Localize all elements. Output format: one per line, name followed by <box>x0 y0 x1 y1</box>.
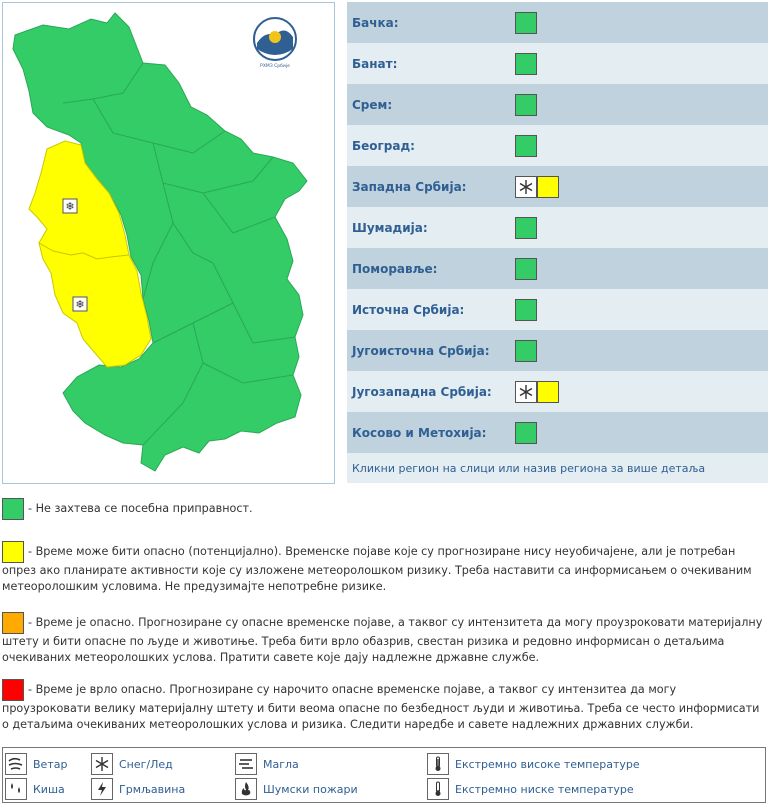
region-label[interactable]: Шумадија: <box>352 220 428 235</box>
icon-legend-low-temp <box>427 778 634 800</box>
logo-caption: РХМЗ Србије <box>260 64 290 69</box>
legend-red-square <box>2 679 24 701</box>
region-row-banat[interactable] <box>347 43 768 84</box>
map-snowflake-icon-west <box>63 199 77 213</box>
fire-label: Шумски пожари <box>263 782 358 796</box>
region-label[interactable]: Поморавље: <box>352 261 438 276</box>
snowflake-icon <box>515 176 537 198</box>
legend-orange-square <box>2 612 24 634</box>
fog-label: Магла <box>263 757 299 771</box>
icon-legend <box>2 747 766 803</box>
region-row-jugoistocna-srbija[interactable] <box>347 330 768 371</box>
thermometer-high-icon <box>427 753 449 775</box>
legend-orange <box>2 612 764 665</box>
status-square-green <box>515 422 537 444</box>
region-label[interactable]: Срем: <box>352 97 393 112</box>
region-label[interactable]: Источна Србија: <box>352 302 465 317</box>
status-square-green <box>515 299 537 321</box>
legend-green <box>2 498 764 520</box>
status-square-green <box>515 340 537 362</box>
region-label[interactable]: Бачка: <box>352 15 399 30</box>
legend-yellow-text: - Време може бити опасно (потенцијално). Временске појаве које су прогнозиране нису неуобичајене, али је потребан опрез ако планирате активности које су изложене метеоролошком ризику. Треба наставити са информисањем о очекиваним метеоролошким условима. Не предузимајте непотребне ризике. <box>2 545 752 593</box>
region-label[interactable]: Косово и Метохија: <box>352 425 487 440</box>
icon-legend-rain <box>5 778 65 800</box>
map-snowflake-icon-southwest <box>73 297 87 311</box>
region-row-istocna-srbija[interactable] <box>347 289 768 330</box>
region-row-jugozapadna-srbija[interactable] <box>347 371 768 412</box>
thermometer-low-icon <box>427 778 449 800</box>
lightning-icon <box>91 778 113 800</box>
status-square-yellow <box>537 381 559 403</box>
region-table <box>347 2 768 483</box>
forest-fire-icon <box>235 778 257 800</box>
svg-text:❄: ❄ <box>65 200 75 213</box>
map-panel <box>2 2 335 484</box>
legend-green-square <box>2 498 24 520</box>
snowflake-icon <box>91 753 113 775</box>
region-row-beograd[interactable] <box>347 125 768 166</box>
legend-red <box>2 679 764 732</box>
region-label[interactable]: Банат: <box>352 56 398 71</box>
wind-icon <box>5 753 27 775</box>
rain-icon <box>5 778 27 800</box>
legend-yellow <box>2 541 764 594</box>
region-label[interactable]: Београд: <box>352 138 415 153</box>
snow-label: Снег/Лед <box>119 757 173 771</box>
rain-label: Киша <box>33 782 65 796</box>
high-temp-label: Екстремно високе температуре <box>455 757 640 771</box>
icon-legend-fire <box>235 778 358 800</box>
status-square-yellow <box>537 176 559 198</box>
icon-legend-fog <box>235 753 299 775</box>
serbia-map <box>3 3 336 485</box>
status-square-green <box>515 135 537 157</box>
low-temp-label: Екстремно ниске температуре <box>455 782 634 796</box>
legend-yellow-square <box>2 541 24 563</box>
region-label[interactable]: Југозападна Србија: <box>352 384 492 399</box>
region-row-zapadna-srbija[interactable] <box>347 166 768 207</box>
status-square-green <box>515 53 537 75</box>
region-row-kosovo-i-metohija[interactable] <box>347 412 768 453</box>
wind-label: Ветар <box>33 757 68 771</box>
region-row-backa[interactable] <box>347 2 768 43</box>
region-row-pomoravlje[interactable] <box>347 248 768 289</box>
region-label[interactable]: Западна Србија: <box>352 179 467 194</box>
icon-legend-wind <box>5 753 67 775</box>
icon-legend-thunder <box>91 778 185 800</box>
rhmz-logo <box>254 18 296 60</box>
legend-red-text: - Време је врло опасно. Прогнозиране су нарочито опасне временске појаве, а таквог су интензитеа да могу проузроковати велику материјалну штету и бити веома опасне по безбедност људи и животиња. Треба се често информисати о детаљима очекиваних метеоролошких услова и ризика. Следити наредбе и савете надлежних државних служби. <box>2 683 760 731</box>
status-square-green <box>515 94 537 116</box>
region-row-sumadija[interactable] <box>347 207 768 248</box>
region-row-srem[interactable] <box>347 84 768 125</box>
legend-orange-text: - Време је опасно. Прогнозиране су опасне временске појаве, а таквог су интензитета да могу проузроковати материјалну штету и бити опасне по људе и животиње. Треба бити врло обазрив, свестан ризика и редовно информисан о детаљима очекиваних метеоролошких услова. Пратити савете које дају надлежне државне службе. <box>2 616 763 664</box>
fog-icon <box>235 753 257 775</box>
legend-green-text: - Не захтева се посебна приправност. <box>28 502 253 515</box>
icon-legend-snow <box>91 753 173 775</box>
region-label[interactable]: Југоисточна Србија: <box>352 343 490 358</box>
thunder-label: Грмљавина <box>119 782 186 796</box>
region-hint: Кликни регион на слици или назив региона за више детаља <box>347 453 768 483</box>
status-square-green <box>515 217 537 239</box>
status-square-green <box>515 12 537 34</box>
snowflake-icon <box>515 381 537 403</box>
icon-legend-high-temp <box>427 753 640 775</box>
svg-text:❄: ❄ <box>75 298 85 311</box>
status-square-green <box>515 258 537 280</box>
